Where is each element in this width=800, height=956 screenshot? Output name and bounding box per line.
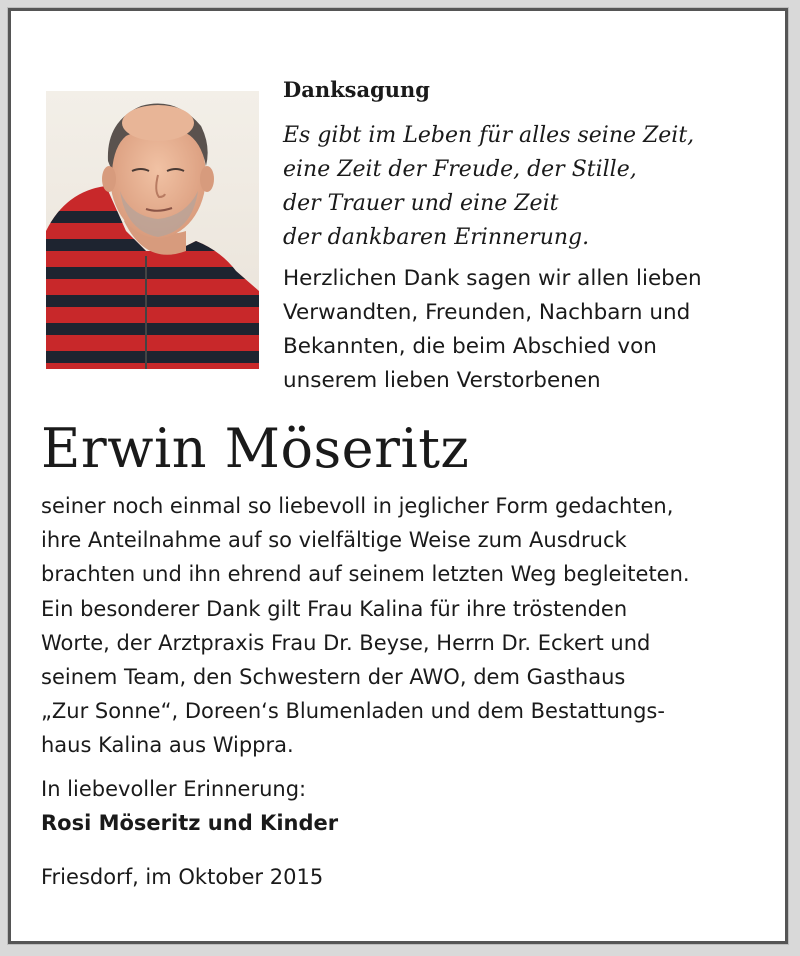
body-line: brachten und ihn ehrend auf seinem letzten Weg begleiteten. — [41, 562, 690, 587]
verse — [283, 119, 694, 255]
intro-line: unserem lieben Verstorbenen — [283, 368, 601, 393]
verse-line: Es gibt im Leben für alles seine Zeit, — [283, 123, 695, 148]
memory-line: In liebevoller Erinnerung: — [41, 777, 307, 801]
intro-line: Bekannten, die beim Abschied von — [283, 334, 657, 359]
notice-frame — [8, 8, 788, 944]
verse-line: der Trauer und eine Zeit — [283, 191, 559, 216]
body-line: ihre Anteilnahme auf so vielfältige Weise zum Ausdruck — [41, 528, 627, 553]
body-line: „Zur Sonne“, Doreen‘s Blumenladen und dem Bestattungs- — [41, 699, 665, 724]
heading: Danksagung — [283, 77, 430, 102]
signers: Rosi Möseritz und Kinder — [41, 811, 339, 835]
body-line: Worte, der Arztpraxis Frau Dr. Beyse, Herrn Dr. Eckert und — [41, 630, 651, 655]
body-line: seiner noch einmal so liebevoll in jeglicher Form gedachten, — [41, 494, 674, 518]
intro-text — [283, 262, 702, 398]
place-date: Friesdorf, im Oktober 2015 — [41, 865, 324, 889]
body-line: Ein besonderer Dank gilt Frau Kalina für ihre tröstenden — [41, 596, 628, 621]
body-text — [41, 489, 690, 763]
body-line: seinem Team, den Schwestern der AWO, dem Gasthaus — [41, 665, 626, 690]
verse-line: eine Zeit der Freude, der Stille, — [283, 157, 637, 182]
deceased-name: Erwin Möseritz — [41, 417, 470, 480]
portrait-photo — [46, 91, 259, 369]
intro-line: Herzlichen Dank sagen wir allen lieben — [283, 266, 702, 291]
body-line: haus Kalina aus Wippra. — [41, 733, 294, 758]
verse-line: der dankbaren Erinnerung. — [283, 225, 590, 250]
intro-line: Verwandten, Freunden, Nachbarn und — [283, 300, 691, 325]
